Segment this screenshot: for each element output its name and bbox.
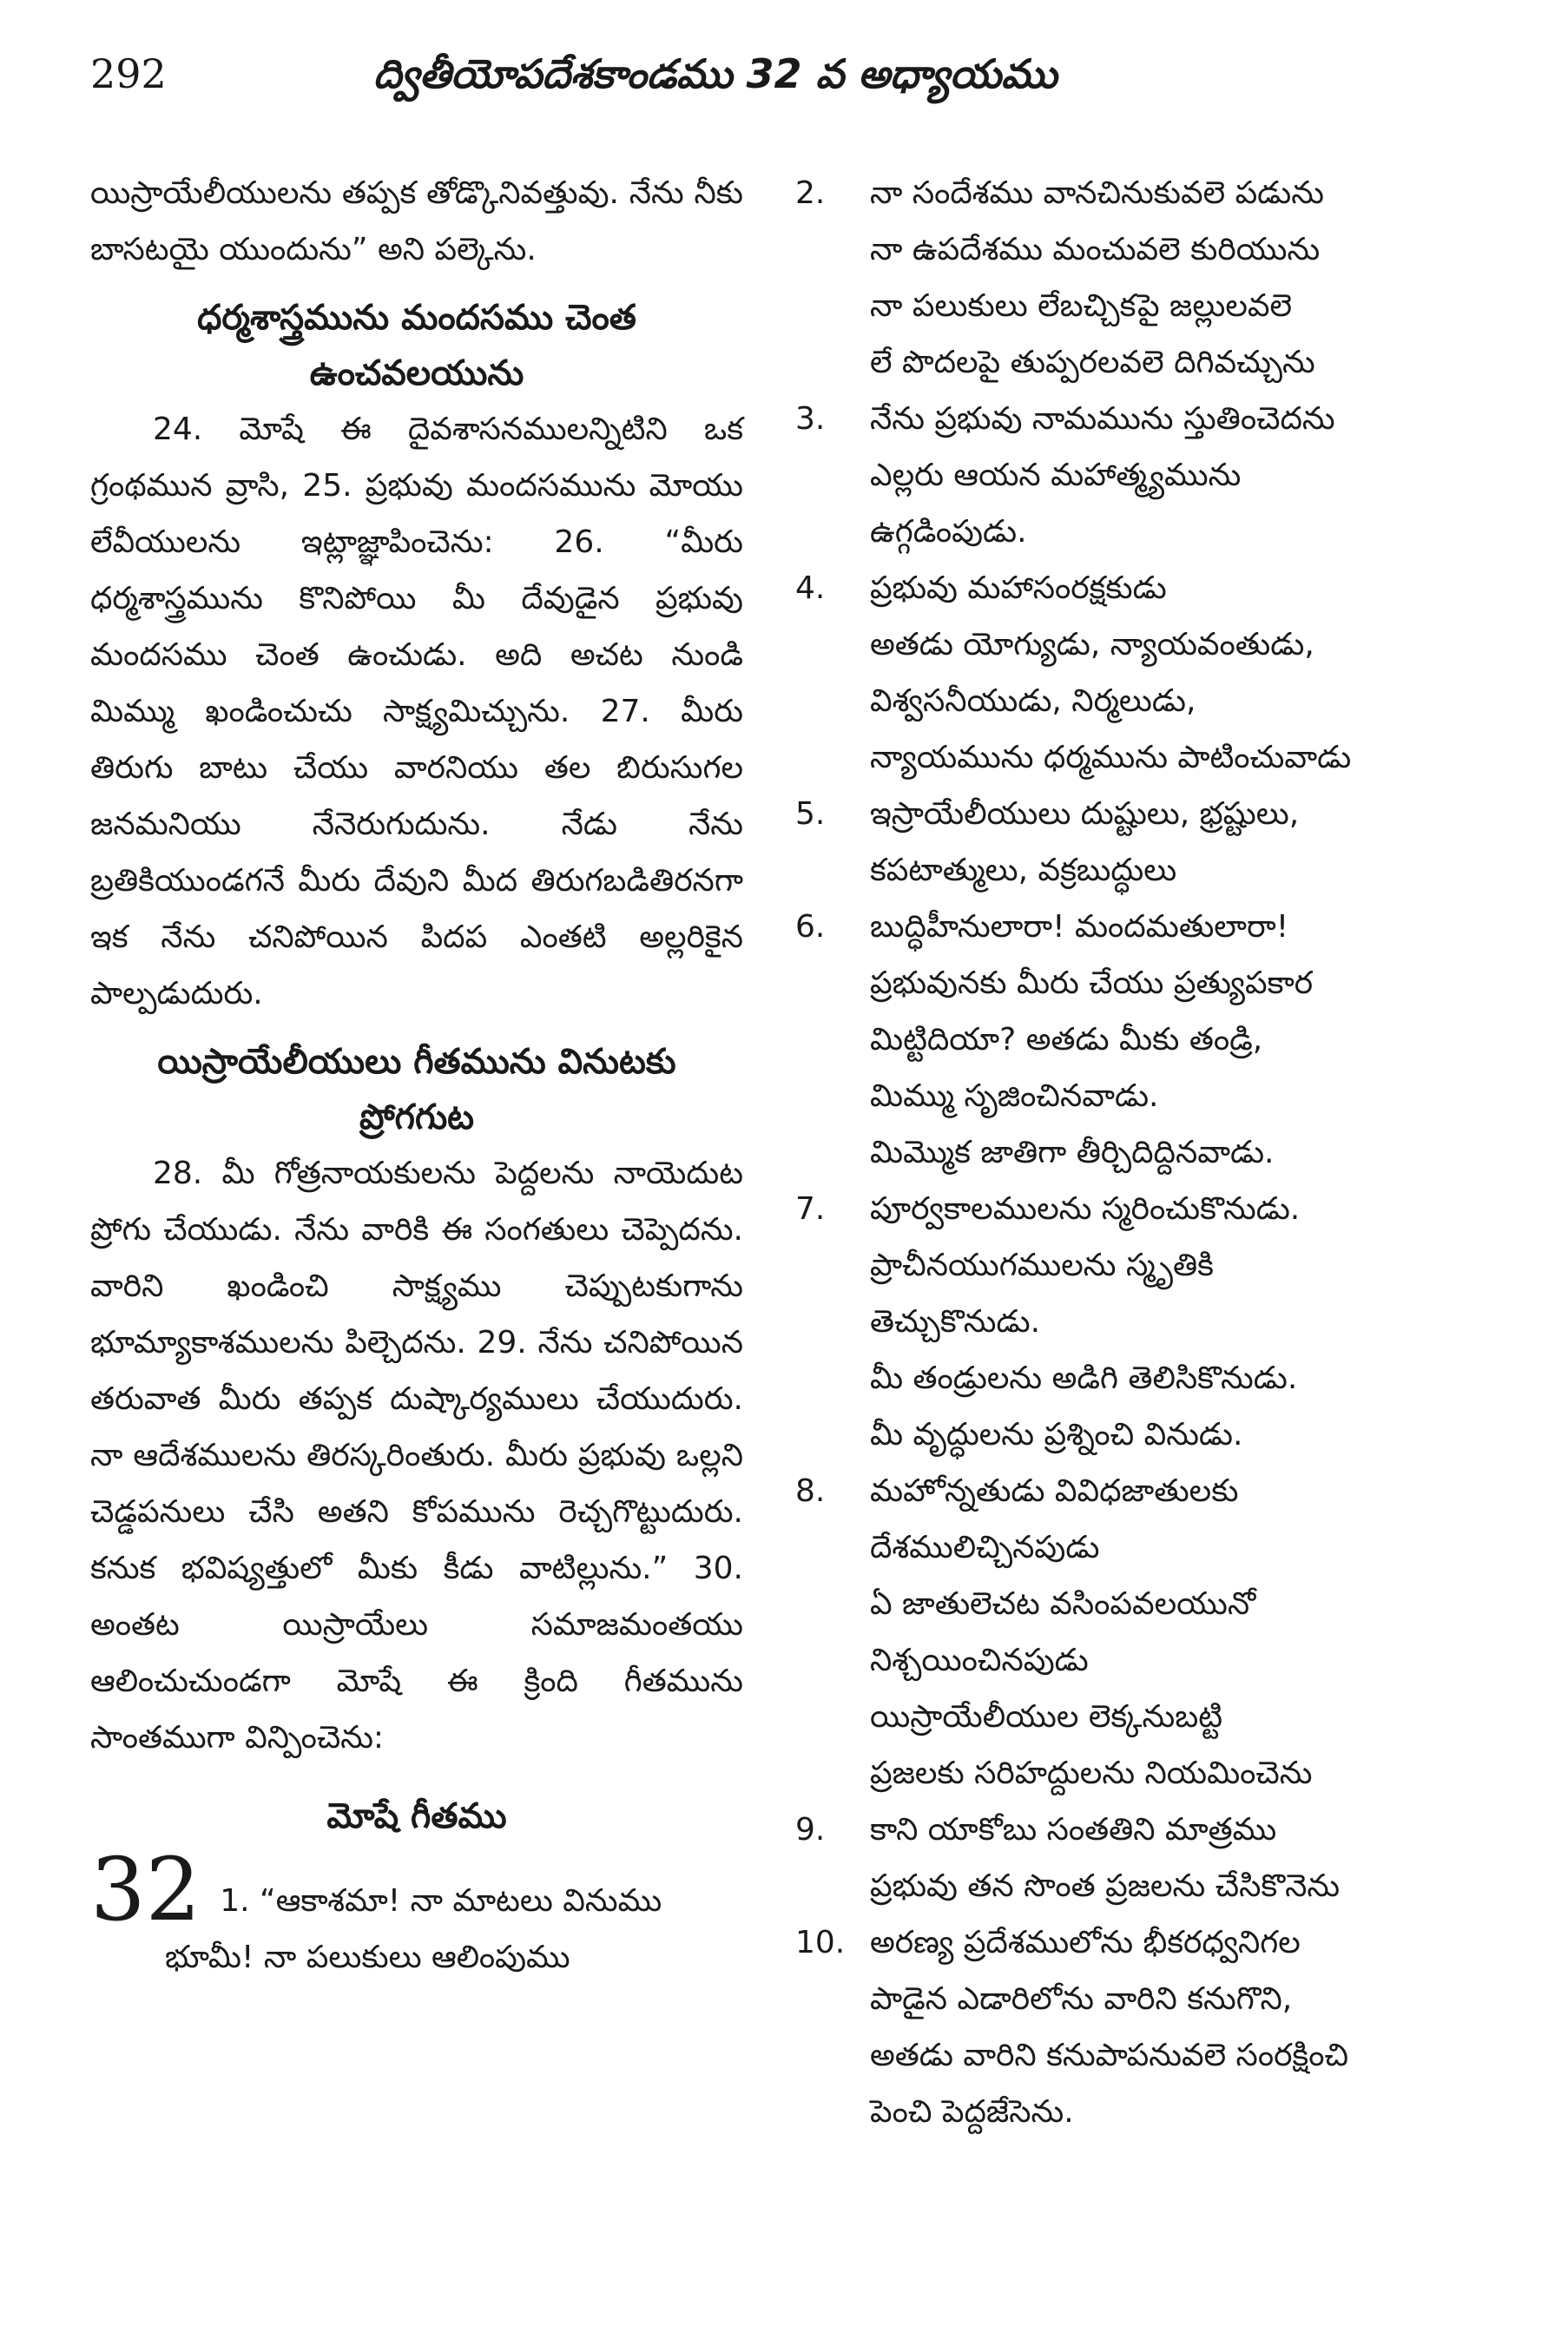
verse-number: 3. [795,401,826,437]
verse-line: పెంచి పెద్దజేసెను. [870,2094,1074,2130]
verse-line: యిస్రాయేలీయుల లెక్కనుబట్టి [870,1699,1223,1735]
verse-number: 8. [795,1473,826,1509]
verse-lines [870,560,1490,786]
verse-number: 2. [795,175,826,211]
verse-9 [795,1802,1490,1914]
verse-1 [220,1873,662,1929]
verse-line: ఉగ్గడింపుడు. [870,514,1027,550]
running-head: ద్వితీయోపదేశకాండము 32 వ అధ్యాయము [373,50,1057,97]
verse-2 [795,165,1490,391]
paragraph-verses-24-27: 24. మోషే ఈ దైవశాసనములన్నిటిని ఒక గ్రంథమున వ్రాసి, 25. ప్రభువు మందసమును మోయు లేవీయులను ఇట్లాజ్ఞాపించెను: 26. “మీరు ధర్మశాస్త్రమును కొనిపోయి మీ దేవుడైన ప్రభువు మందసము చెంత ఉంచుడు. అది అచట నుండి మిమ్ము ఖండించుచు సాక్ష్యమిచ్చును. 27. మీరు తిరుగు బాటు చేయు వారనియు తల బిరుసుగల జనమనియు నేనెరుగుదును. నేడు నేను బ్రతికియుండగనే మీరు దేవుని మీద తిరుగబడితిరనగా ఇక నేను చనిపోయిన పిదప ఎంతటి అల్లరికైన పాల్పడుదురు. [90,412,743,1011]
verse-lines [870,1802,1490,1914]
verse-line: విశ్వసనీయుడు, నిర్మలుడు, [870,683,1196,719]
verse-line: ప్రభువు మహాసంరక్షకుడు [870,570,1167,606]
left-column [90,165,743,1986]
verse-number: 5. [795,796,826,832]
verse-number: 6. [795,909,826,945]
section-heading-2 [90,1034,743,1145]
verse-lines [870,165,1490,391]
verse-line: కపటాత్ములు, వక్రబుద్ధులు [870,853,1177,888]
verse-number: 7. [795,1191,826,1227]
verse-lines [870,391,1490,560]
verse-lines [870,1914,1490,2140]
heading-line: ప్రోగగుట [359,1097,475,1137]
chapter-number: 32 [90,1839,201,1940]
page-number: 292 [90,50,167,97]
verse-lines [870,1463,1490,1802]
heading-line: ఉంచవలయును [309,353,524,393]
verse-line: పాడైన ఎడారిలోను వారిని కనుగొని, [870,1981,1293,2017]
verse-line: మీ తండ్రులను అడిగి తెలిసికొనుడు. [870,1360,1298,1396]
section-heading-1 [90,290,743,401]
verse-line: న్యాయమును ధర్మమును పాటించువాడు [870,740,1352,775]
verse-line: 1. “ఆకాశమా! నా మాటలు వినుము [220,1883,662,1919]
chapter-opening [90,1839,743,1940]
verse-line: భూమీ! నా పలుకులు ఆలింపుము [165,1940,570,1975]
verse-lines [870,899,1490,1181]
verse-lines [870,786,1490,899]
verse-7 [795,1181,1490,1463]
verse-line: మిమ్మొక జాతిగా తీర్చిదిద్దినవాడు. [870,1135,1275,1170]
verse-5 [795,786,1490,899]
verse-line: మిట్టిదియా? అతడు మీకు తండ్రి, [870,1022,1263,1057]
verse-line: ప్రభువు తన సొంత ప్రజలను చేసికొనెను [870,1868,1341,1904]
verse-lines [870,1181,1490,1463]
verse-8 [795,1463,1490,1802]
verse-line: నా పలుకులు లేబచ్చికపై జల్లులవలె [870,288,1292,324]
verse-number: 10. [795,1925,846,1960]
verse-4 [795,560,1490,786]
verse-line: మీ వృద్ధులను ప్రశ్నించి వినుడు. [870,1417,1243,1453]
verse-line: ప్రాచీనయుగములను స్మృతికి [870,1248,1214,1283]
verse-line: పూర్వకాలములను స్మరించుకొనుడు. [870,1191,1301,1227]
verse-number: 9. [795,1812,826,1848]
verse-line: అతడు వారిని కనుపాపనువలె సంరక్షించి [870,2038,1349,2073]
paragraph-verses-28-30: 28. మీ గోత్రనాయకులను పెద్దలను నాయెదుట ప్రోగు చేయుడు. నేను వారికి ఈ సంగతులు చెప్పెదను. వారిని ఖండించి సాక్ష్యము చెప్పుటకుగాను భూమ్యాకాశములను పిల్చెదను. 29. నేను చనిపోయిన తరువాత మీరు తప్పక దుష్కార్యములు చేయుదురు. నా ఆదేశములను తిరస్కరింతురు. మీరు ప్రభువు ఒల్లని చెడ్డపనులు చేసి అతని కోపమును రెచ్చగొట్టుదురు. కనుక భవిష్యత్తులో మీకు కీడు వాటిల్లును.” 30. అంతట యిస్రాయేలు సమాజమంతయు ఆలించుచుండగా మోషే ఈ క్రింది గీతమును సాంతముగా విన్పించెను: [90,1156,743,1756]
verse-line: మిమ్ము సృజించినవాడు. [870,1078,1159,1114]
verse-line: దేశములిచ్చినపుడు [870,1530,1100,1565]
heading-line: యిస్రాయేలీయులు గీతమును వినుటకు [157,1042,676,1082]
verse-line: మహోన్నతుడు వివిధజాతులకు [870,1473,1239,1509]
verse-line: నేను ప్రభువు నామమును స్తుతించెదను [870,401,1335,437]
verse-line: నా సందేశము వానచినుకువలె పడును [870,175,1324,211]
intro-paragraph: యిస్రాయేలీయులను తప్పక తోడ్కొనివత్తువు. నేను నీకు బాసటయై యుందును” అని పల్కెను. [90,175,743,267]
verse-3 [795,391,1490,560]
verse-line: ఏ జాతులెచట వసింపవలయునో [870,1586,1256,1622]
verse-line: తెచ్చుకొనుడు. [870,1304,1041,1340]
verse-6 [795,899,1490,1181]
verse-line: ప్రభువునకు మీరు చేయు ప్రత్యుపకార [870,965,1314,1001]
heading-line: ధర్మశాస్త్రమును మందసము చెంత [197,298,636,338]
verse-1-continued [90,1929,743,1986]
verse-10 [795,1914,1490,2140]
verse-line: ప్రజలకు సరిహద్దులను నియమించెను [870,1756,1313,1791]
verse-line: అతడు యోగ్యుడు, న్యాయవంతుడు, [870,627,1314,662]
verse-line: ఎల్లరు ఆయన మహాత్మ్యమును [870,458,1242,493]
verse-line: నా ఉపదేశము మంచువలె కురియును [870,232,1321,267]
song-title: మోషే గీతము [326,1796,507,1836]
verse-number: 4. [795,570,826,606]
verse-line: ఇస్రాయేలీయులు దుష్టులు, భ్రష్టులు, [870,796,1300,832]
verse-line: అరణ్య ప్రదేశములోను భీకరధ్వనిగల [870,1925,1301,1960]
verse-line: బుద్ధిహీనులారా! మందమతులారా! [870,909,1289,945]
verse-line: నిశ్చయించినపుడు [870,1643,1089,1678]
verse-line: కాని యాకోబు సంతతిని మాత్రము [870,1812,1277,1848]
right-column [795,165,1490,2140]
verse-line: లే పొదలపై తుప్పరలవలె దిగివచ్చును [870,345,1315,380]
